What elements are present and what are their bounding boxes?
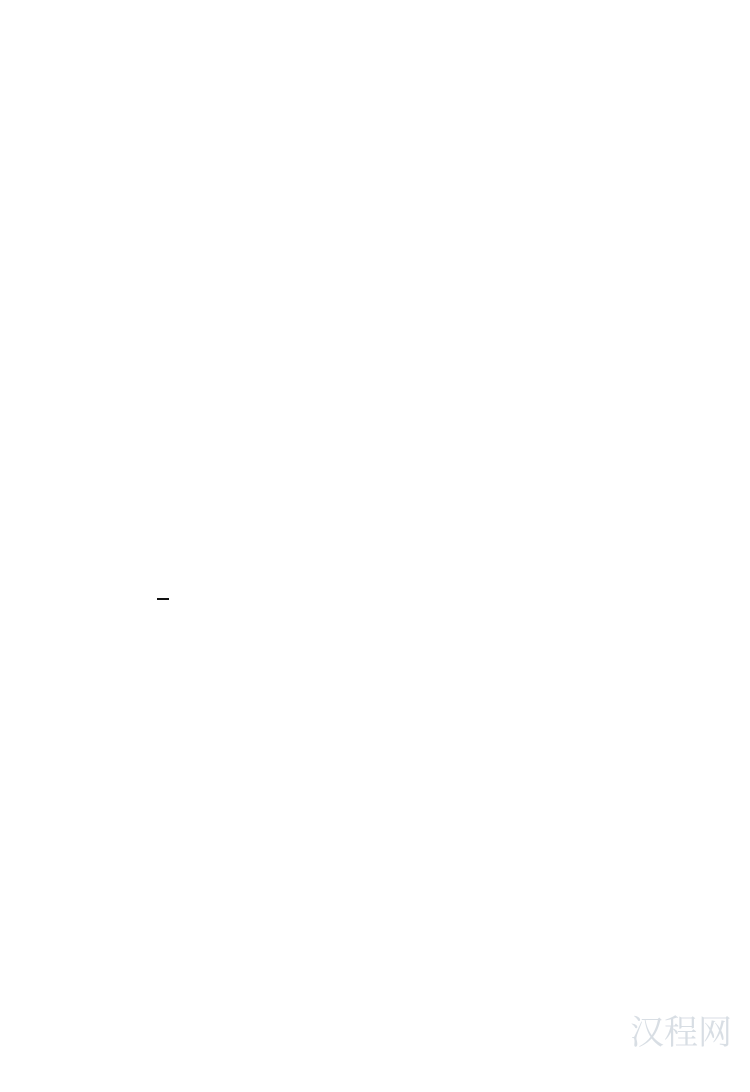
- watermark-logo: 汉程网: [630, 1013, 732, 1053]
- time-signature-line: [157, 598, 169, 600]
